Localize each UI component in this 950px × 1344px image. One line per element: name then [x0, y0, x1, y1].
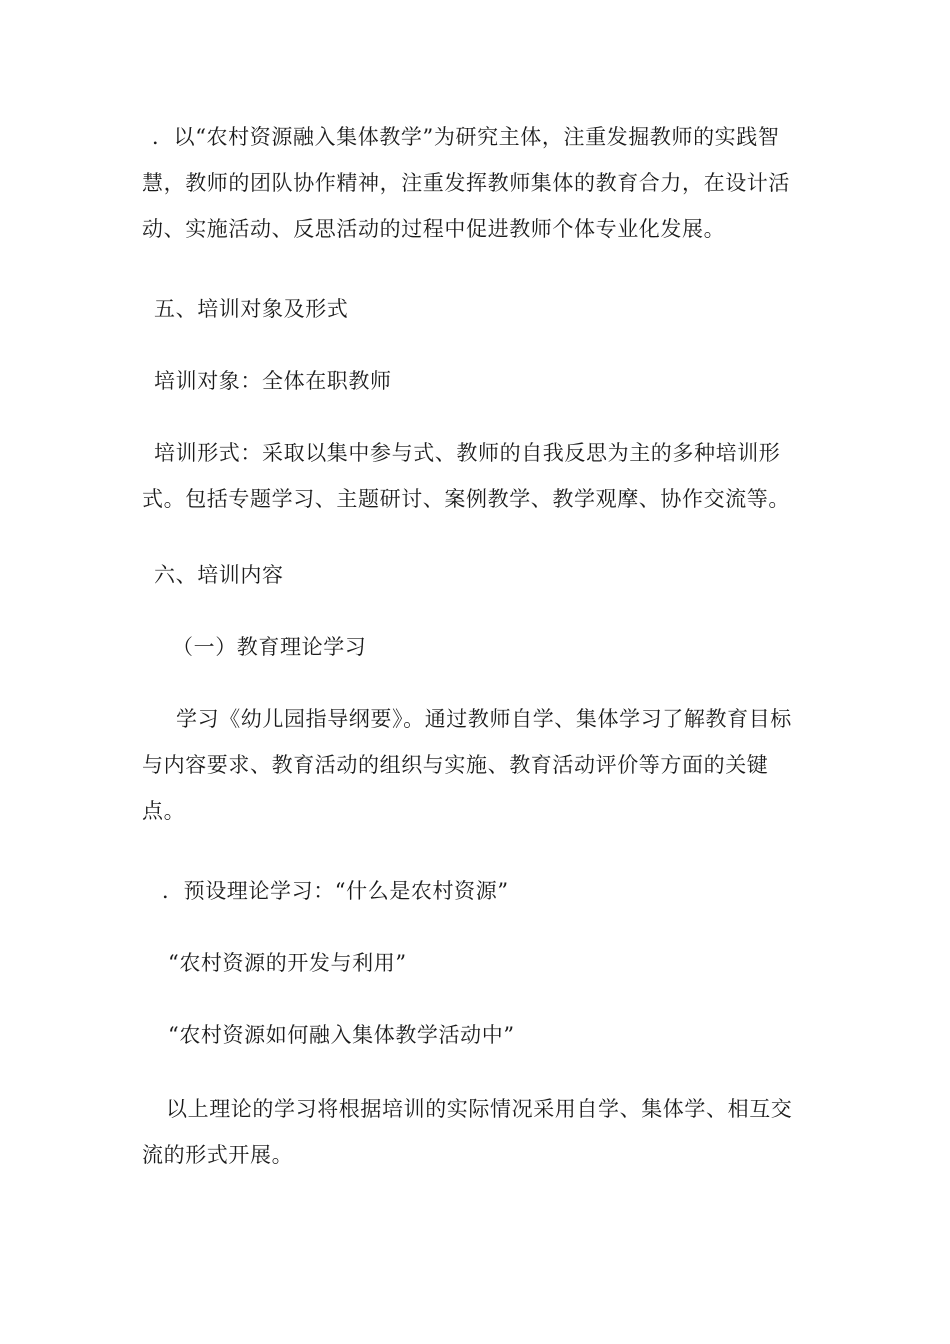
paragraph-research-focus: ．以“农村资源融入集体教学”为研究主体，注重发掘教师的实践智慧，教师的团队协作精神，注重发挥教师集体的教育合力，在设计活动、实施活动、反思活动的过程中促进教师个体专业化发展。	[142, 125, 790, 241]
paragraph-preset-theory: ．预设理论学习：“什么是农村资源”	[162, 879, 509, 903]
subheading-theory-study: （一）教育理论学习	[172, 635, 367, 659]
paragraph-resource-development: “农村资源的开发与利用”	[168, 951, 407, 975]
paragraph-study-method: 以上理论的学习将根据培训的实际情况采用自学、集体学、相互交流的形式开展。	[142, 1097, 793, 1167]
paragraph-training-target: 培训对象：全体在职教师	[154, 369, 392, 393]
heading-training-target-form: 五、培训对象及形式	[154, 297, 349, 321]
paragraph-training-form: 培训形式：采取以集中参与式、教师的自我反思为主的多种培训形式。包括专题学习、主题研讨、案例教学、教学观摩、协作交流等。	[142, 441, 790, 511]
heading-training-content: 六、培训内容	[154, 563, 284, 587]
paragraph-resource-integration: “农村资源如何融入集体教学活动中”	[168, 1023, 515, 1047]
paragraph-guideline-study: 学习《幼儿园指导纲要》。通过教师自学、集体学习了解教育目标与内容要求、教育活动的组织与实施、教育活动评价等方面的关键点。	[142, 707, 792, 823]
